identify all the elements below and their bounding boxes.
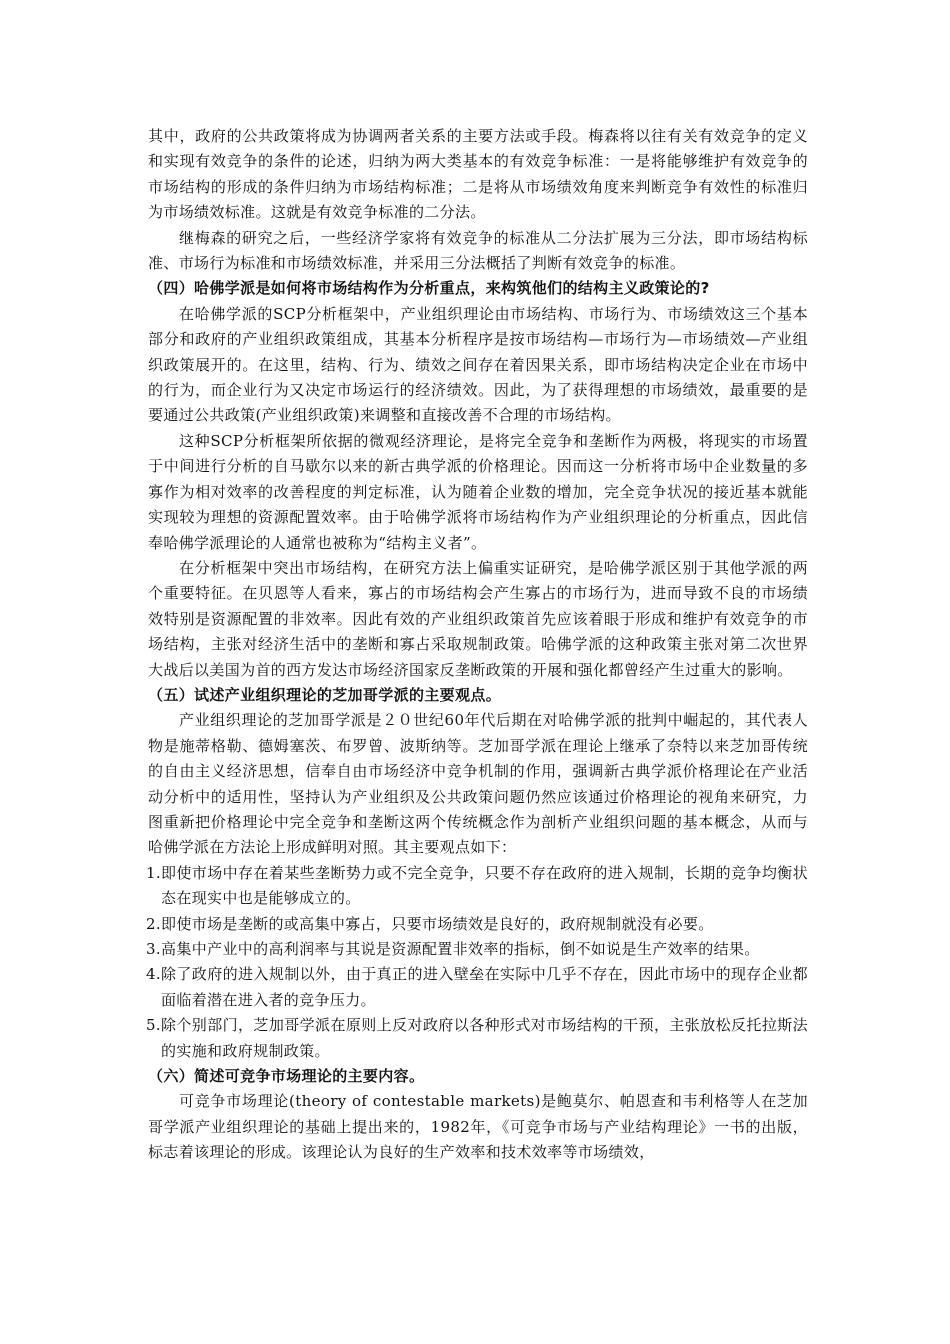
- section-heading-5: （五）试述产业组织理论的芝加哥学派的主要观点。: [148, 685, 502, 704]
- list-number: 2.: [146, 914, 162, 933]
- list-text: 除了政府的进入规制以外，由于真正的进入壁垒在实际中几乎不存在，因此市场中的现存企业都面临着潜在进入者的竞争压力。: [161, 965, 808, 1009]
- body-paragraph: 这种SCP分析框架所依据的微观经济理论，是将完全竞争和垄断作为两极，将现实的市场置于中间进行分析的自马歇尔以来的新古典学派的价格理论。因而这一分析将市场中企业数量的多寡作为相对效率的改善程度的判定标准，认为随着企业数的增加，完全竞争状况的接近基本就能实现较为理想的资源配置效率。由于哈佛学派将市场结构作为产业组织理论的分析重点，因此信奉哈佛学派理论的人通常也被称为“结构主义者”。: [148, 431, 808, 552]
- list-text: 即使市场中存在着某些垄断势力或不完全竞争，只要不存在政府的进入规制，长期的竞争均衡状态在现实中也是能够成立的。: [161, 863, 808, 908]
- list-item: [148, 937, 808, 962]
- body-paragraph: 在分析框架中突出市场结构，在研究方法上偏重实证研究，是哈佛学派区别于其他学派的两个重要特征。在贝恩等人看来，寡占的市场结构会产生寡占的市场行为，进而导致不良的市场绩效特别是资源配置的非效率。因此有效的产业组织政策首先应该着眼于形成和维护有效竞争的市场结构，主张对经济生活中的垄断和寡占采取规制政策。哈佛学派的这种政策主张对第二次世界大战后以美国为首的西方发达市场经济国家反垄断政策的开展和强化都曾经产生过重大的影响。: [148, 558, 808, 679]
- list-number: 3.: [146, 940, 162, 958]
- section-heading-4: （四）哈佛学派是如何将市场结构作为分析重点，来构筑他们的结构主义政策论的?: [148, 279, 710, 298]
- body-paragraph: 其中，政府的公共政策将成为协调两者关系的主要方法或手段。梅森将以往有关有效竞争的定义和实现有效竞争的条件的论述，归纳为两大类基本的有效竞争标准：一是将能够维护有效竞争的市场结构的形成的条件归纳为市场结构标准；二是将从市场绩效角度来判断竞争有效性的标准归为市场绩效标准。这就是有效竞争标准的二分法。: [148, 127, 808, 222]
- list-number: 5.: [146, 1016, 162, 1035]
- body-paragraph: 继梅森的研究之后，一些经济学家将有效竞争的标准从二分法扩展为三分法，即市场结构标准、市场行为标准和市场绩效标准，并采用三分法概括了判断有效竞争的标准。: [148, 228, 808, 273]
- list-item: [148, 1013, 808, 1064]
- body-paragraph: 产业组织理论的芝加哥学派是２０世纪60年代后期在对哈佛学派的批判中崛起的，其代表人物是施蒂格勒、德姆塞茨、布罗曾、波斯纳等。芝加哥学派在理论上继承了奈特以来芝加哥传统的自由主义经济思想，信奉自由市场经济中竞争机制的作用，强调新古典学派价格理论在产业活动分析中的适用性，坚持认为产业组织及公共政策问题仍然应该通过价格理论的视角来研究，力图重新把价格理论中完全竞争和垄断这两个传统概念作为剖析产业组织问题的基本概念，从而与哈佛学派在方法论上形成鲜明对照。其主要观点如下：: [148, 711, 808, 857]
- body-paragraph: 可竞争市场理论(theory of contestable markets)是鲍莫尔、帕恩查和韦利格等人在芝加哥学派产业组织理论的基础上提出来的，1982年，《可竞争市场与产业结构理论》一书的出版，标志着该理论的形成。该理论认为良好的生产效率和技术效率等市场绩效，: [148, 1092, 808, 1162]
- list-text: 即使市场是垄断的或高集中寡占，只要市场绩效是良好的，政府规制就没有必要。: [161, 914, 714, 933]
- document-body: [148, 124, 808, 1166]
- list-number: 4.: [146, 965, 162, 984]
- list-text: 除个别部门，芝加哥学派在原则上反对政府以各种形式对市场结构的干预，主张放松反托拉斯法的实施和政府规制政策。: [161, 1016, 808, 1060]
- list-item: [148, 861, 808, 912]
- list-text: 高集中产业中的高利润率与其说是资源配置非效率的指标，倒不如说是生产效率的结果。: [161, 940, 760, 958]
- list-item: [148, 912, 808, 937]
- list-item: [148, 962, 808, 1013]
- body-paragraph: 在哈佛学派的SCP分析框架中，产业组织理论由市场结构、市场行为、市场绩效这三个基本部分和政府的产业组织政策组成，其基本分析程序是按市场结构—市场行为—市场绩效—产业组织政策展开的。在这里，结构、行为、绩效之间存在着因果关系，即市场结构决定企业在市场中的行为，而企业行为又决定市场运行的经济绩效。因此，为了获得理想的市场绩效，最重要的是要通过公共政策(产业组织政策)来调整和直接改善不合理的市场结构。: [148, 304, 808, 425]
- list-number: 1.: [146, 863, 162, 882]
- section-heading-6: （六）简述可竞争市场理论的主要内容。: [148, 1067, 425, 1086]
- main-points-list: [148, 861, 808, 1064]
